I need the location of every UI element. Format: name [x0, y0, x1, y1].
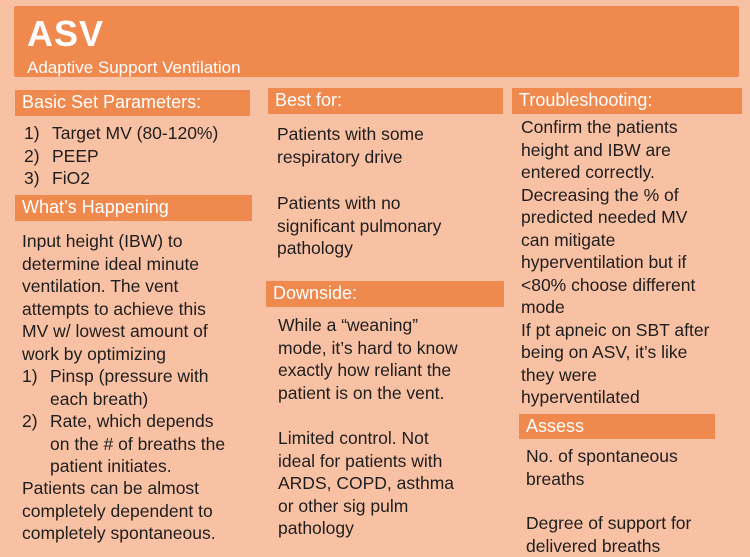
list-text: PEEP [52, 145, 99, 166]
best-for-header: Best for: [268, 88, 503, 114]
best-for-text-1: Patients with some respiratory drive [277, 124, 424, 167]
whats-happening-outro: Patients can be almost completely dependent to completely spontaneous. [22, 478, 216, 543]
downside-text-1: While a “weaning” mode, it’s hard to know exactly how reliant the patient is on the vent. [278, 315, 458, 403]
assess-text-1: No. of spontaneous breaths [526, 446, 678, 489]
list-number: 2) [24, 145, 40, 166]
list-text: FiO2 [52, 168, 90, 188]
downside-text-2: Limited control. Not ideal for patients with ARDS, COPD, asthma or other sig pulm pathology [278, 428, 455, 538]
list-item [24, 167, 264, 190]
assess-header: Assess [519, 414, 715, 439]
page-subtitle: Adaptive Support Ventilation [27, 58, 241, 77]
list-item [24, 145, 264, 168]
assess-text-2: Degree of support for delivered breaths [526, 513, 692, 556]
downside-header: Downside: [266, 281, 504, 307]
page-title: ASV [27, 13, 105, 54]
list-number: 1) [24, 123, 40, 143]
basic-params-header: Basic Set Parameters: [15, 90, 250, 116]
list-number: 3) [24, 168, 40, 188]
basic-params-list [24, 122, 264, 190]
list-text: Target MV (80-120%) [52, 123, 219, 143]
list-item [22, 410, 272, 478]
list-number: 2) [22, 411, 38, 431]
whats-happening-intro: Input height (IBW) to determine ideal minute ventilation. The vent attempts to achieve this MV w/ lowest amount of work by optimizing [22, 231, 208, 364]
list-item [22, 365, 272, 410]
troubleshooting-text: Confirm the patients height and IBW are entered correctly. Decreasing the % of predicted needed MV can mitigate hyperventilation but if <80% choose different mode If pt apneic on SBT after being on ASV, it’s like they were hyperventilated [521, 117, 710, 407]
list-item [24, 122, 264, 145]
troubleshooting-header: Troubleshooting: [512, 88, 742, 114]
best-for-text-2: Patients with no significant pulmonary pathology [277, 193, 442, 258]
whats-happening-header: What’s Happening [15, 195, 252, 221]
list-number: 1) [22, 366, 38, 386]
list-text: Pinsp (pressure with each breath) [50, 366, 209, 409]
whats-happening-list [22, 365, 272, 478]
list-text: Rate, which depends on the # of breaths the patient initiates. [50, 411, 226, 476]
